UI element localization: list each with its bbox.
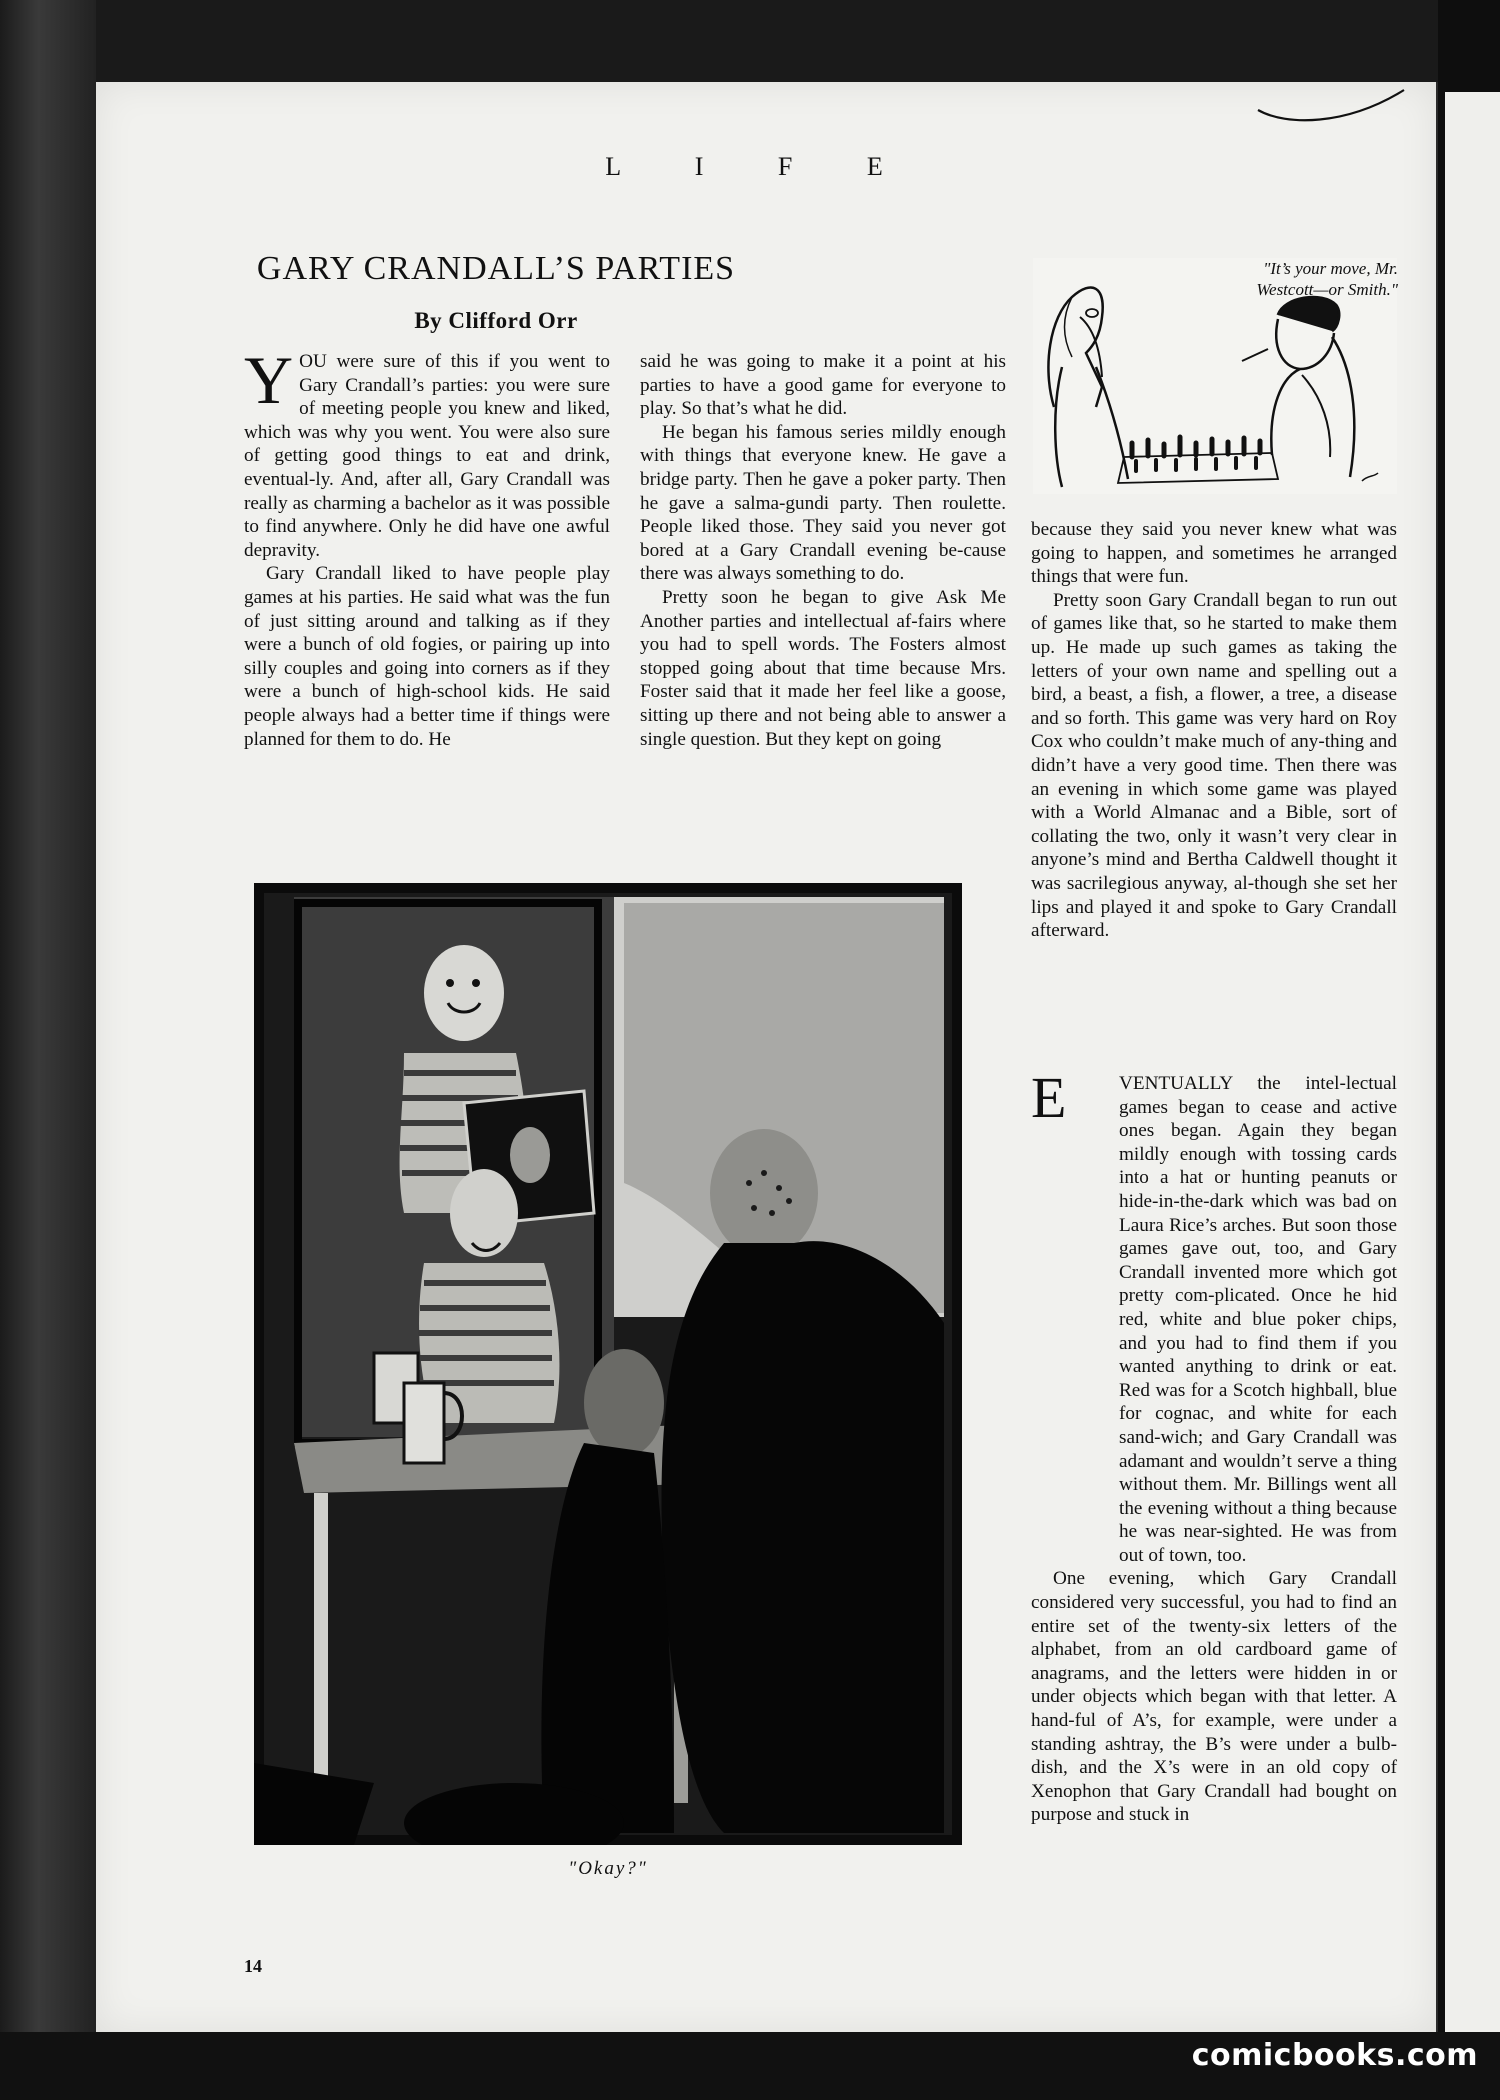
paragraph: because they said you never knew what was going to happen, and sometimes he arranged things that were fun. <box>1031 519 1397 588</box>
paragraph: YOU were sure of this if you went to Gary Crandall’s parties: you were sure of meeting people you knew and liked, which was why you went. You were also sure of getting good things to eat and drink, eventual-ly. And, after all, Gary Crandall was really as charming a bachelor as it was possible to find anywhere. Only he did have one awful depravity. <box>244 342 610 561</box>
scan-border-left <box>0 0 96 2100</box>
running-head: L I F E <box>605 152 917 181</box>
scan-border-top <box>0 0 1500 82</box>
paragraph: E VENTUALLY the intel-lectual games began to cease and active ones began. Again they began mildly enough with tossing cards into a hat or hunting peanuts or hide-in-the-dark which was bad on Laura Rice’s arches. But soon those games gave out, too, and Gary Crandall invented more which got pretty com-plicated. Once he hid red, white and blue poker chips, and you had to find them if you wanted anything to drink or eat. Red was for a Scotch highball, blue for cognac, and white for each sand-wich; and Gary Crandall was adamant and wouldn’t serve a thing without them. Mr. Billings went all the evening without a thing because he was near-sighted. He was from out of town, too. <box>1031 1065 1397 1566</box>
article-byline: By Clifford Orr <box>414 308 578 333</box>
paragraph: Pretty soon Gary Crandall began to run out of games like that, so he started to make them up. He made up such games as taking the letters of your own name and spelling out a bird, a beast, a fish, a flower, a tree, a disease and so forth. This game was very hard on Roy Cox who couldn’t make much of any-thing and didn’t have a very good time. Then there was an evening in which some game was played with a World Almanac and a Bible, sort of collating the two, only it wasn’t very clear in anyone’s mind and Bertha Caldwell thought it was sacrilegious anyway, al-though she set her lips and played it and spoke to Gary Crandall afterward. <box>1031 589 1397 942</box>
drop-cap: E <box>1031 1065 1067 1130</box>
pen-stroke-mark <box>1256 82 1406 134</box>
drop-cap: Y <box>244 342 294 418</box>
charcoal-illustration <box>254 883 962 1845</box>
paragraph: said he was going to make it a point at his parties to have a good game for everyone to play. So that’s what he did. <box>640 351 1006 420</box>
text-column-3 <box>1031 518 1397 943</box>
facing-page-edge <box>1445 92 1500 2032</box>
paragraph: Pretty soon he began to give Ask Me Another parties and intellectual af-fairs where you had to spell words. The Fosters almost stopped going about that time because Mrs. Foster said that it made her feel like a goose, sitting up there and not being able to answer a single question. But they kept on going <box>640 586 1006 750</box>
text-column-2 <box>640 350 1006 751</box>
paragraph: Gary Crandall liked to have people play games at his parties. He said what was the fun of just sitting around and talking as if they were a bunch of old fogies, or pairing up into silly couples and going into corners as if they were a bunch of high-school kids. He said people always had a better time if things were planned for them to do. He <box>244 563 610 750</box>
text-column-3-continued <box>1031 1065 1397 1827</box>
paragraph: One evening, which Gary Crandall considered very successful, you had to find an entire set of the twenty-six letters of the alphabet, from an old cardboard game of anagrams, and the letters were hidden in or under objects which began with that letter. A hand-ful of A’s, for example, were under a standing ashtray, the B’s were under a bulb-dish, and the X’s were in an old copy of Xenophon that Gary Crandall had bought on purpose and stuck in <box>1031 1568 1397 1826</box>
page-number: 14 <box>244 1956 262 1976</box>
text-column-1 <box>244 342 610 751</box>
article-title: GARY CRANDALL’S PARTIES <box>256 250 736 287</box>
illustration-caption: "Okay?" <box>568 1858 648 1879</box>
watermark: comicbooks.com <box>1191 2038 1478 2073</box>
paragraph: He began his famous series mildly enough with things that everyone knew. He gave a bridge party. Then he gave a poker party. Then he gave a salma-gundi party. Then roulette. People liked those. They said you never got bored at a Gary Crandall evening be-cause there was always something to do. <box>640 421 1006 585</box>
chess-cartoon-caption: "It’s your move, Mr. Westcott—or Smith." <box>1256 259 1398 299</box>
